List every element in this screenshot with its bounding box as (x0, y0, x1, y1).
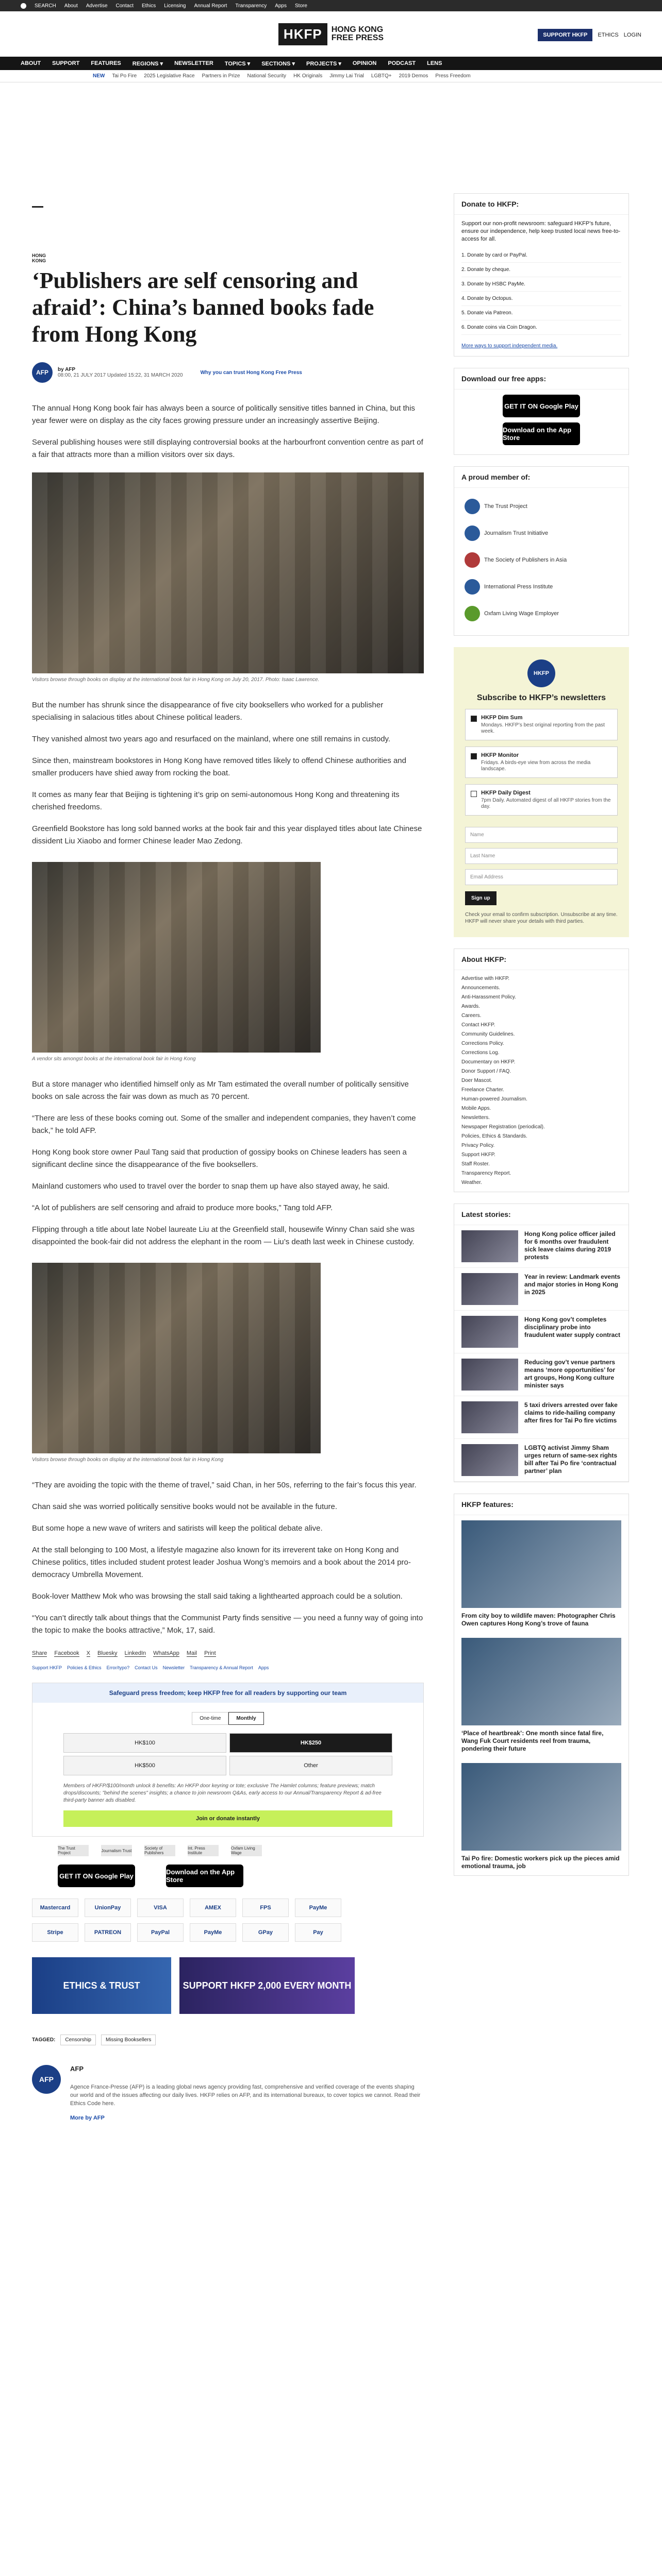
about-link[interactable]: Careers. (461, 1013, 482, 1019)
payment-method[interactable]: AMEX (190, 1899, 236, 1917)
paragraph: But a store manager who identified himself only as Mr Tam estimated the overall number of politically sensitive books on sale across the fair was down as much as 70 percent. (32, 1080, 409, 1101)
nav-podcast[interactable]: PODCAST (388, 60, 416, 66)
tag[interactable]: Missing Booksellers (101, 2035, 156, 2045)
member-widget (454, 466, 629, 636)
paragraph: They vanished almost two years ago and resurfaced on the mainland, where one still remains in custody. (32, 735, 391, 743)
footer-link[interactable]: Support HKFP (32, 1665, 62, 1670)
feature-image[interactable] (461, 1638, 621, 1725)
topbar-annual-report[interactable]: Annual Report (194, 3, 227, 9)
sign-up-button[interactable]: Sign up (465, 891, 496, 905)
logo-box: HKFP (278, 23, 327, 45)
share-facebook[interactable]: Facebook (54, 1650, 79, 1656)
paragraph: At the stall belonging to 100 Most, a lifestyle magazine also known for its irreverent take on Hong Kong and Chinese politics, titles included student protest leader Joshua Wong’s memoirs and a book about the 2014 pro-democracy Umbrella Movement. (32, 1546, 411, 1579)
payment-method[interactable]: Pay (295, 1923, 341, 1942)
nav-regions[interactable]: REGIONS ▾ (132, 60, 163, 67)
payment-method[interactable]: PayMe (295, 1899, 341, 1917)
oxfam-icon (465, 606, 480, 621)
donate-option[interactable]: 6. Donate coins via Coin Dragon. (461, 320, 621, 335)
app-store-button[interactable]: Download on the App Store (503, 422, 580, 445)
story-item[interactable] (454, 1353, 628, 1396)
author-avatar[interactable]: AFP (32, 362, 53, 383)
story-thumbnail[interactable] (461, 1444, 518, 1476)
photo-caption: Visitors browse through books on display at the international book fair in Hong Kong (32, 1457, 224, 1463)
newsletter-option[interactable]: HKFP Monitor Fridays. A birds-eye view from across the media landscape. (465, 747, 618, 778)
hkfp-newsletter-logo: HKFP (527, 659, 555, 687)
share-print[interactable]: Print (204, 1650, 216, 1656)
story-thumbnail[interactable] (461, 1316, 518, 1348)
donate-option[interactable]: 2. Donate by cheque. (461, 263, 621, 277)
about-link[interactable]: Advertise with HKFP. (461, 976, 510, 981)
paragraph: Chan said she was worried politically sensitive books would not be available in the future. (32, 1502, 337, 1511)
more-by-author-link[interactable]: More by AFP (70, 2115, 105, 2121)
partner-logo: Society of Publishers (144, 1845, 175, 1856)
member-logo[interactable]: Oxfam Living Wage Employer (465, 600, 618, 627)
trust-project-icon (465, 499, 480, 514)
about-link[interactable]: Announcements. (461, 985, 501, 991)
about-link[interactable]: Contact HKFP. (461, 1022, 495, 1028)
tags-label: TAGGED: (32, 2037, 56, 2043)
toggle-one-time[interactable]: One-time (192, 1712, 228, 1725)
story-thumbnail[interactable] (461, 1401, 518, 1433)
trending-bar (0, 70, 662, 82)
nav-opinion[interactable]: OPINION (352, 60, 377, 66)
about-link[interactable]: Privacy Policy. (461, 1143, 495, 1148)
partner-logo: Oxfam Living Wage (231, 1845, 262, 1856)
member-logo[interactable]: The Trust Project (465, 493, 618, 520)
ipi-icon (465, 579, 480, 595)
paragraph: Greenfield Bookstore has long sold banned works at the book fair and this year displayed titles about late Chinese dissident Liu Xiaobo and former Chinese leader Mao Zedong. (32, 824, 422, 845)
partner-logo: Journalism Trust (101, 1845, 132, 1856)
join-donate-button[interactable]: Join or donate instantly (63, 1810, 392, 1827)
about-link[interactable]: Newsletters. (461, 1115, 490, 1121)
byline (32, 362, 424, 383)
footer-link[interactable]: Contact Us (135, 1665, 158, 1670)
feature-image[interactable] (461, 1520, 621, 1608)
nav-support[interactable]: SUPPORT (52, 60, 80, 66)
search-icon[interactable] (21, 3, 26, 9)
member-benefits: Members of HKFP/$100/month unlock 8 benefits: An HKFP door keyring or tote; exclusive The Hamlet columns; feature previews; match drops/discounts; "behind the scenes" insights; a chance to join newsroom Q&As, early access to our Annual/Transparency Report & ad-free third-party banner ads disabled. (63, 1783, 382, 1803)
story-item[interactable] (454, 1225, 628, 1268)
newsletter-option[interactable]: HKFP Daily Digest 7pm Daily. Automated digest of all HKFP stories from the day. (465, 784, 618, 816)
topbar-ethics[interactable]: Ethics (141, 3, 156, 9)
trending-item[interactable]: LGBTQ+ (371, 73, 392, 79)
payment-method[interactable]: FPS (242, 1899, 289, 1917)
photo-caption: Visitors browse through books on display at the international book fair in Hong Kong on July 20, 2017. Photo: Isaac Lawrence. (32, 677, 320, 683)
name-input[interactable]: Name (465, 827, 618, 843)
partner-logos (32, 1845, 424, 1856)
about-link[interactable]: Community Guidelines. (461, 1031, 515, 1037)
topbar-licensing[interactable]: Licensing (164, 3, 186, 9)
trending-item[interactable]: 2025 Legislative Race (144, 73, 195, 79)
article-title: ‘Publishers are self censoring and afraid’: China’s banned books fade from Hong Kong (32, 268, 374, 347)
trending-item[interactable]: National Security (247, 73, 287, 79)
top-utility-bar (0, 0, 662, 11)
topbar-apps[interactable]: Apps (275, 3, 287, 9)
jti-icon (465, 526, 480, 541)
about-link[interactable]: Policies, Ethics & Standards. (461, 1133, 527, 1139)
about-link[interactable]: Transparency Report. (461, 1171, 511, 1176)
donate-box (32, 1683, 424, 1837)
paragraph: Since then, mainstream bookstores in Hong Kong have removed titles likely to offend Chinese authorities and smaller producers have shied away from rocking the boat. (32, 756, 406, 777)
more-ways-link[interactable]: More ways to support independent media. (461, 343, 558, 349)
about-link[interactable]: Staff Roster. (461, 1161, 490, 1167)
paragraph: It comes as many fear that Beijing is tightening it’s grip on semi-autonomous Hong Kong and threatening its cherished freedoms. (32, 790, 400, 811)
amount-option[interactable]: Other (229, 1756, 392, 1775)
donate-title: Donate to HKFP: (454, 194, 628, 215)
story-item[interactable] (454, 1311, 628, 1353)
about-link[interactable]: Newspaper Registration (periodical). (461, 1124, 545, 1130)
donate-text: Support our non-profit newsroom: safeguard HKFP’s future, ensure our independence, help keep trusted local news free-to-access for all. (461, 221, 621, 242)
story-title[interactable]: Hong Kong gov’t completes disciplinary probe into fraudulent water supply contract (524, 1316, 621, 1338)
story-item[interactable] (454, 1268, 628, 1311)
feature-title[interactable]: From city boy to wildlife maven: Photographer Chris Owen captures Hong Kong’s trove of fauna (461, 1612, 616, 1627)
footer-link[interactable]: Newsletter (162, 1665, 185, 1670)
paragraph: But the number has shrunk since the disappearance of five city booksellers who worked for a publisher specialising in salacious titles about Chinese political leaders. (32, 701, 384, 722)
paragraph: Flipping through a title about late Nobel laureate Liu at the Greenfield stall, housewife Winny Chan said she was disappointed the book-fair did not address the elephant in the room — Liu’s death last week in Chinese custody. (32, 1225, 415, 1246)
support-hkfp-button[interactable]: SUPPORT HKFP (538, 29, 592, 41)
features-widget (454, 1494, 629, 1876)
partner-logo: The Trust Project (58, 1845, 89, 1856)
nav-topics[interactable]: TOPICS ▾ (224, 60, 251, 67)
latest-title: Latest stories: (454, 1204, 628, 1225)
checkbox-checked-icon[interactable] (471, 716, 477, 722)
payment-method[interactable]: PayMe (190, 1923, 236, 1942)
topbar-about[interactable]: About (64, 3, 78, 9)
tag[interactable]: Censorship (60, 2035, 96, 2045)
story-title[interactable]: Reducing gov’t venue partners means ‘more opportunities’ for art groups, Hong Kong culture minister says (524, 1359, 616, 1389)
paragraph: “You can’t directly talk about things that the Communist Party finds sensitive — you need a funny way of going into the topic to make the books attractive,” Mok, 17, said. (32, 1614, 423, 1635)
topbar-contact[interactable]: Contact (115, 3, 134, 9)
toggle-monthly[interactable]: Monthly (228, 1712, 263, 1725)
trending-item[interactable]: Press Freedom (435, 73, 471, 79)
newsletter-title: Subscribe to HKFP’s newsletters (476, 693, 606, 702)
last-name-input[interactable]: Last Name (465, 848, 618, 864)
article-body (32, 402, 424, 1637)
share-bar (32, 1650, 424, 1661)
article-main (32, 175, 424, 2121)
nav-features[interactable]: FEATURES (91, 60, 121, 66)
trending-item[interactable]: Partners in Prize (202, 73, 240, 79)
payment-method[interactable]: Stripe (32, 1923, 78, 1942)
story-thumbnail[interactable] (461, 1230, 518, 1262)
footer-link[interactable]: Apps (258, 1665, 269, 1670)
paragraph: Book-lover Matthew Mok who was browsing the stall said taking a lighthearted approach could be a solution. (32, 1592, 403, 1601)
donate-option[interactable]: 1. Donate by card or PayPal. (461, 248, 621, 263)
nav-about[interactable]: ABOUT (21, 60, 41, 66)
footer-link[interactable]: Transparency & Annual Report (190, 1665, 253, 1670)
app-store-button[interactable]: Download on the App Store (166, 1865, 243, 1887)
story-title[interactable]: 5 taxi drivers arrested over fake claims to ride-hailing company after fires for Tai Po fire victims (524, 1401, 618, 1424)
payment-method[interactable]: VISA (137, 1899, 184, 1917)
support-banner[interactable]: SUPPORT HKFP 2,000 EVERY MONTH (179, 1957, 355, 2014)
payment-method[interactable]: PayPal (137, 1923, 184, 1942)
photo-caption: A vendor sits amongst books at the international book fair in Hong Kong (32, 1056, 196, 1062)
trending-item[interactable]: HK Originals (293, 73, 323, 79)
site-header (0, 11, 662, 57)
apps-widget (454, 368, 629, 455)
footer-link[interactable]: Error/typo? (106, 1665, 130, 1670)
hkfp-logo[interactable] (278, 23, 384, 45)
share-linkedin[interactable]: LinkedIn (124, 1650, 146, 1656)
author-bio: Agence France-Presse (AFP) is a leading global news agency providing fast, comprehensive and verified coverage of the events shaping our world and of the issues affecting our daily lives. HKFP relies on AFP, and its international bureaux, to cover topics we cannot. Read their Ethics Code here. (70, 2084, 421, 2107)
about-link[interactable]: Support HKFP. (461, 1152, 495, 1158)
google-play-button[interactable]: GET IT ON Google Play (58, 1865, 135, 1887)
trending-item[interactable]: Jimmy Lai Trial (329, 73, 364, 79)
latest-stories-widget (454, 1204, 629, 1482)
about-link[interactable]: Awards. (461, 1004, 480, 1009)
story-thumbnail[interactable] (461, 1359, 518, 1391)
newsletter-option[interactable]: HKFP Dim Sum Mondays. HKFP’s best original reporting from the past week. (465, 709, 618, 740)
nav-newsletter[interactable]: NEWSLETTER (174, 60, 213, 66)
payment-method[interactable]: PATREON (85, 1923, 131, 1942)
byline-author[interactable]: by AFP (58, 367, 76, 372)
author-name[interactable]: AFP (70, 2065, 84, 2073)
footer-link[interactable]: Policies & Ethics (67, 1665, 102, 1670)
login-link[interactable]: LOGIN (623, 32, 641, 38)
nav-projects[interactable]: PROJECTS ▾ (306, 60, 341, 67)
member-logo[interactable]: International Press Institute (465, 573, 618, 600)
share-label: Share (32, 1650, 47, 1656)
nav-lens[interactable]: LENS (427, 60, 442, 66)
topbar-advertise[interactable]: Advertise (86, 3, 108, 9)
checkbox-checked-icon[interactable] (471, 753, 477, 759)
payment-methods (32, 1899, 424, 1942)
feature-title[interactable]: ‘Place of heartbreak’: One month since fatal fire, Wang Fuk Court residents reel from trauma, pondering their future (461, 1730, 604, 1752)
paragraph: But some hope a new wave of writers and satirists will keep the political debate alive. (32, 1524, 323, 1533)
share-bluesky[interactable]: Bluesky (97, 1650, 118, 1656)
byline-date: 08:00, 21 JULY 2017 Updated 15:22, 31 MARCH 2020 (58, 372, 183, 378)
story-title[interactable]: Hong Kong police officer jailed for 6 months over fraudulent sick leave claims during 2019 protests (524, 1230, 616, 1261)
share-whatsapp[interactable]: WhatsApp (153, 1650, 179, 1656)
amount-option[interactable]: HK$100 (63, 1733, 226, 1753)
member-title: A proud member of: (454, 467, 628, 488)
tags-row (32, 2035, 424, 2045)
about-link[interactable]: Freelance Charter. (461, 1087, 504, 1093)
paragraph: The annual Hong Kong book fair has always been a source of politically sensitive titles banned in China, but this year fewer were on display as the city faces growing pressure under an increasingly assertive Beijing. (32, 404, 415, 425)
app-store-buttons (32, 1865, 424, 1887)
trust-link[interactable]: Why you can trust Hong Kong Free Press (200, 369, 302, 376)
donate-widget (454, 193, 629, 357)
google-play-button[interactable]: GET IT ON Google Play (503, 395, 580, 417)
amount-option-selected[interactable]: HK$250 (229, 1733, 392, 1753)
newsletter-note: Check your email to confirm subscription. Unsubscribe at any time. HKFP will never share your details with third parties. (465, 912, 618, 924)
main-nav (0, 57, 662, 70)
ethics-link[interactable]: ETHICS (598, 32, 619, 38)
promo-banners (32, 1957, 424, 2014)
about-link[interactable]: Doer Mascot. (461, 1078, 492, 1083)
paragraph: “A lot of publishers are self censoring and afraid to produce more books,” Tang told AFP. (32, 1204, 333, 1212)
article-photo-2 (32, 862, 321, 1053)
amount-options (63, 1733, 392, 1775)
story-item[interactable] (454, 1396, 628, 1439)
about-title: About HKFP: (454, 949, 628, 970)
topbar-search[interactable]: SEARCH (35, 3, 56, 9)
about-link[interactable]: Donor Support / FAQ. (461, 1069, 511, 1074)
article-photo-3 (32, 1263, 321, 1453)
about-link[interactable]: Weather. (461, 1180, 482, 1185)
about-link[interactable]: Corrections Log. (461, 1050, 500, 1056)
apps-title: Download our free apps: (454, 368, 628, 389)
features-title: HKFP features: (454, 1494, 628, 1515)
donate-option[interactable]: 5. Donate via Patreon. (461, 306, 621, 320)
payment-method[interactable]: GPay (242, 1923, 289, 1942)
share-x[interactable]: X (86, 1650, 91, 1656)
feature-item[interactable] (454, 1515, 628, 1633)
amount-option[interactable]: HK$500 (63, 1756, 226, 1775)
nav-sections[interactable]: SECTIONS ▾ (261, 60, 295, 67)
feature-title[interactable]: Tai Po fire: Domestic workers pick up the pieces amid emotional trauma, job (461, 1855, 620, 1870)
article-photo-1 (32, 472, 424, 673)
about-widget (454, 948, 629, 1192)
about-link[interactable]: Documentary on HKFP. (461, 1059, 516, 1065)
checkbox-icon[interactable] (471, 791, 477, 797)
feature-image[interactable] (461, 1763, 621, 1851)
partner-logo: Int. Press Institute (188, 1845, 219, 1856)
article-kicker[interactable]: HONG KONG (32, 206, 43, 263)
donate-options (454, 248, 628, 340)
about-link[interactable]: Human-powered Journalism. (461, 1096, 527, 1102)
payment-method[interactable]: Mastercard (32, 1899, 78, 1917)
member-logo[interactable]: Journalism Trust Initiative (465, 520, 618, 547)
ethics-banner[interactable]: ETHICS & TRUST (32, 1957, 171, 2014)
about-link[interactable]: Corrections Policy. (461, 1041, 504, 1046)
email-input[interactable]: Email Address (465, 869, 618, 885)
article-footer-links (32, 1665, 424, 1670)
logo-text: HONG KONG FREE PRESS (331, 25, 384, 42)
trending-new-label: NEW (93, 73, 105, 79)
topbar-transparency[interactable]: Transparency (235, 3, 267, 9)
member-logo[interactable]: The Society of Publishers in Asia (465, 547, 618, 573)
header-actions (538, 29, 641, 41)
feature-item[interactable] (454, 1633, 628, 1758)
paragraph: Hong Kong book store owner Paul Tang said that production of gossipy books on Chinese leaders has seen a significant decline since the disappearance of the five booksellers. (32, 1148, 407, 1169)
story-title[interactable]: Year in review: Landmark events and major stories in Hong Kong in 2025 (524, 1273, 621, 1296)
author-avatar[interactable]: AFP (32, 2065, 61, 2094)
trending-item[interactable]: 2019 Demos (399, 73, 428, 79)
paragraph: Mainland customers who used to travel over the border to snap them up have also stayed away, he said. (32, 1182, 390, 1191)
sidebar (454, 193, 629, 1887)
newsletter-widget (454, 647, 629, 937)
story-title[interactable]: LGBTQ activist Jimmy Sham urges return of same-sex rights bill after Tai Po fire ‘contractual partner’ plan (524, 1444, 618, 1475)
payment-method[interactable]: UnionPay (85, 1899, 131, 1917)
story-thumbnail[interactable] (461, 1273, 518, 1305)
donate-option[interactable]: 3. Donate by HSBC PayMe. (461, 277, 621, 292)
sopa-icon (465, 552, 480, 568)
about-link[interactable]: Anti-Harassment Policy. (461, 994, 516, 1000)
author-box (32, 2065, 424, 2121)
paragraph: “They are avoiding the topic with the theme of travel,” said Chan, in her 50s, referring to the fair’s focus this year. (32, 1481, 417, 1489)
about-link[interactable]: Mobile Apps. (461, 1106, 491, 1111)
donate-box-head: Safeguard press freedom; keep HKFP free for all readers by supporting our team (32, 1683, 423, 1703)
paragraph: “There are less of these books coming out. Some of the smaller and independent companies, they haven’t come back,” he told AFP. (32, 1114, 416, 1135)
feature-item[interactable] (454, 1758, 628, 1875)
story-item[interactable] (454, 1439, 628, 1482)
share-mail[interactable]: Mail (186, 1650, 197, 1656)
frequency-toggle (63, 1712, 392, 1725)
paragraph: Several publishing houses were still displaying controversial books at the harbourfront convention centre as part of a fair that attracts more than a million visitors over six days. (32, 438, 423, 459)
topbar-store[interactable]: Store (295, 3, 307, 9)
trending-item[interactable]: Tai Po Fire (112, 73, 137, 79)
donate-option[interactable]: 4. Donate by Octopus. (461, 292, 621, 306)
